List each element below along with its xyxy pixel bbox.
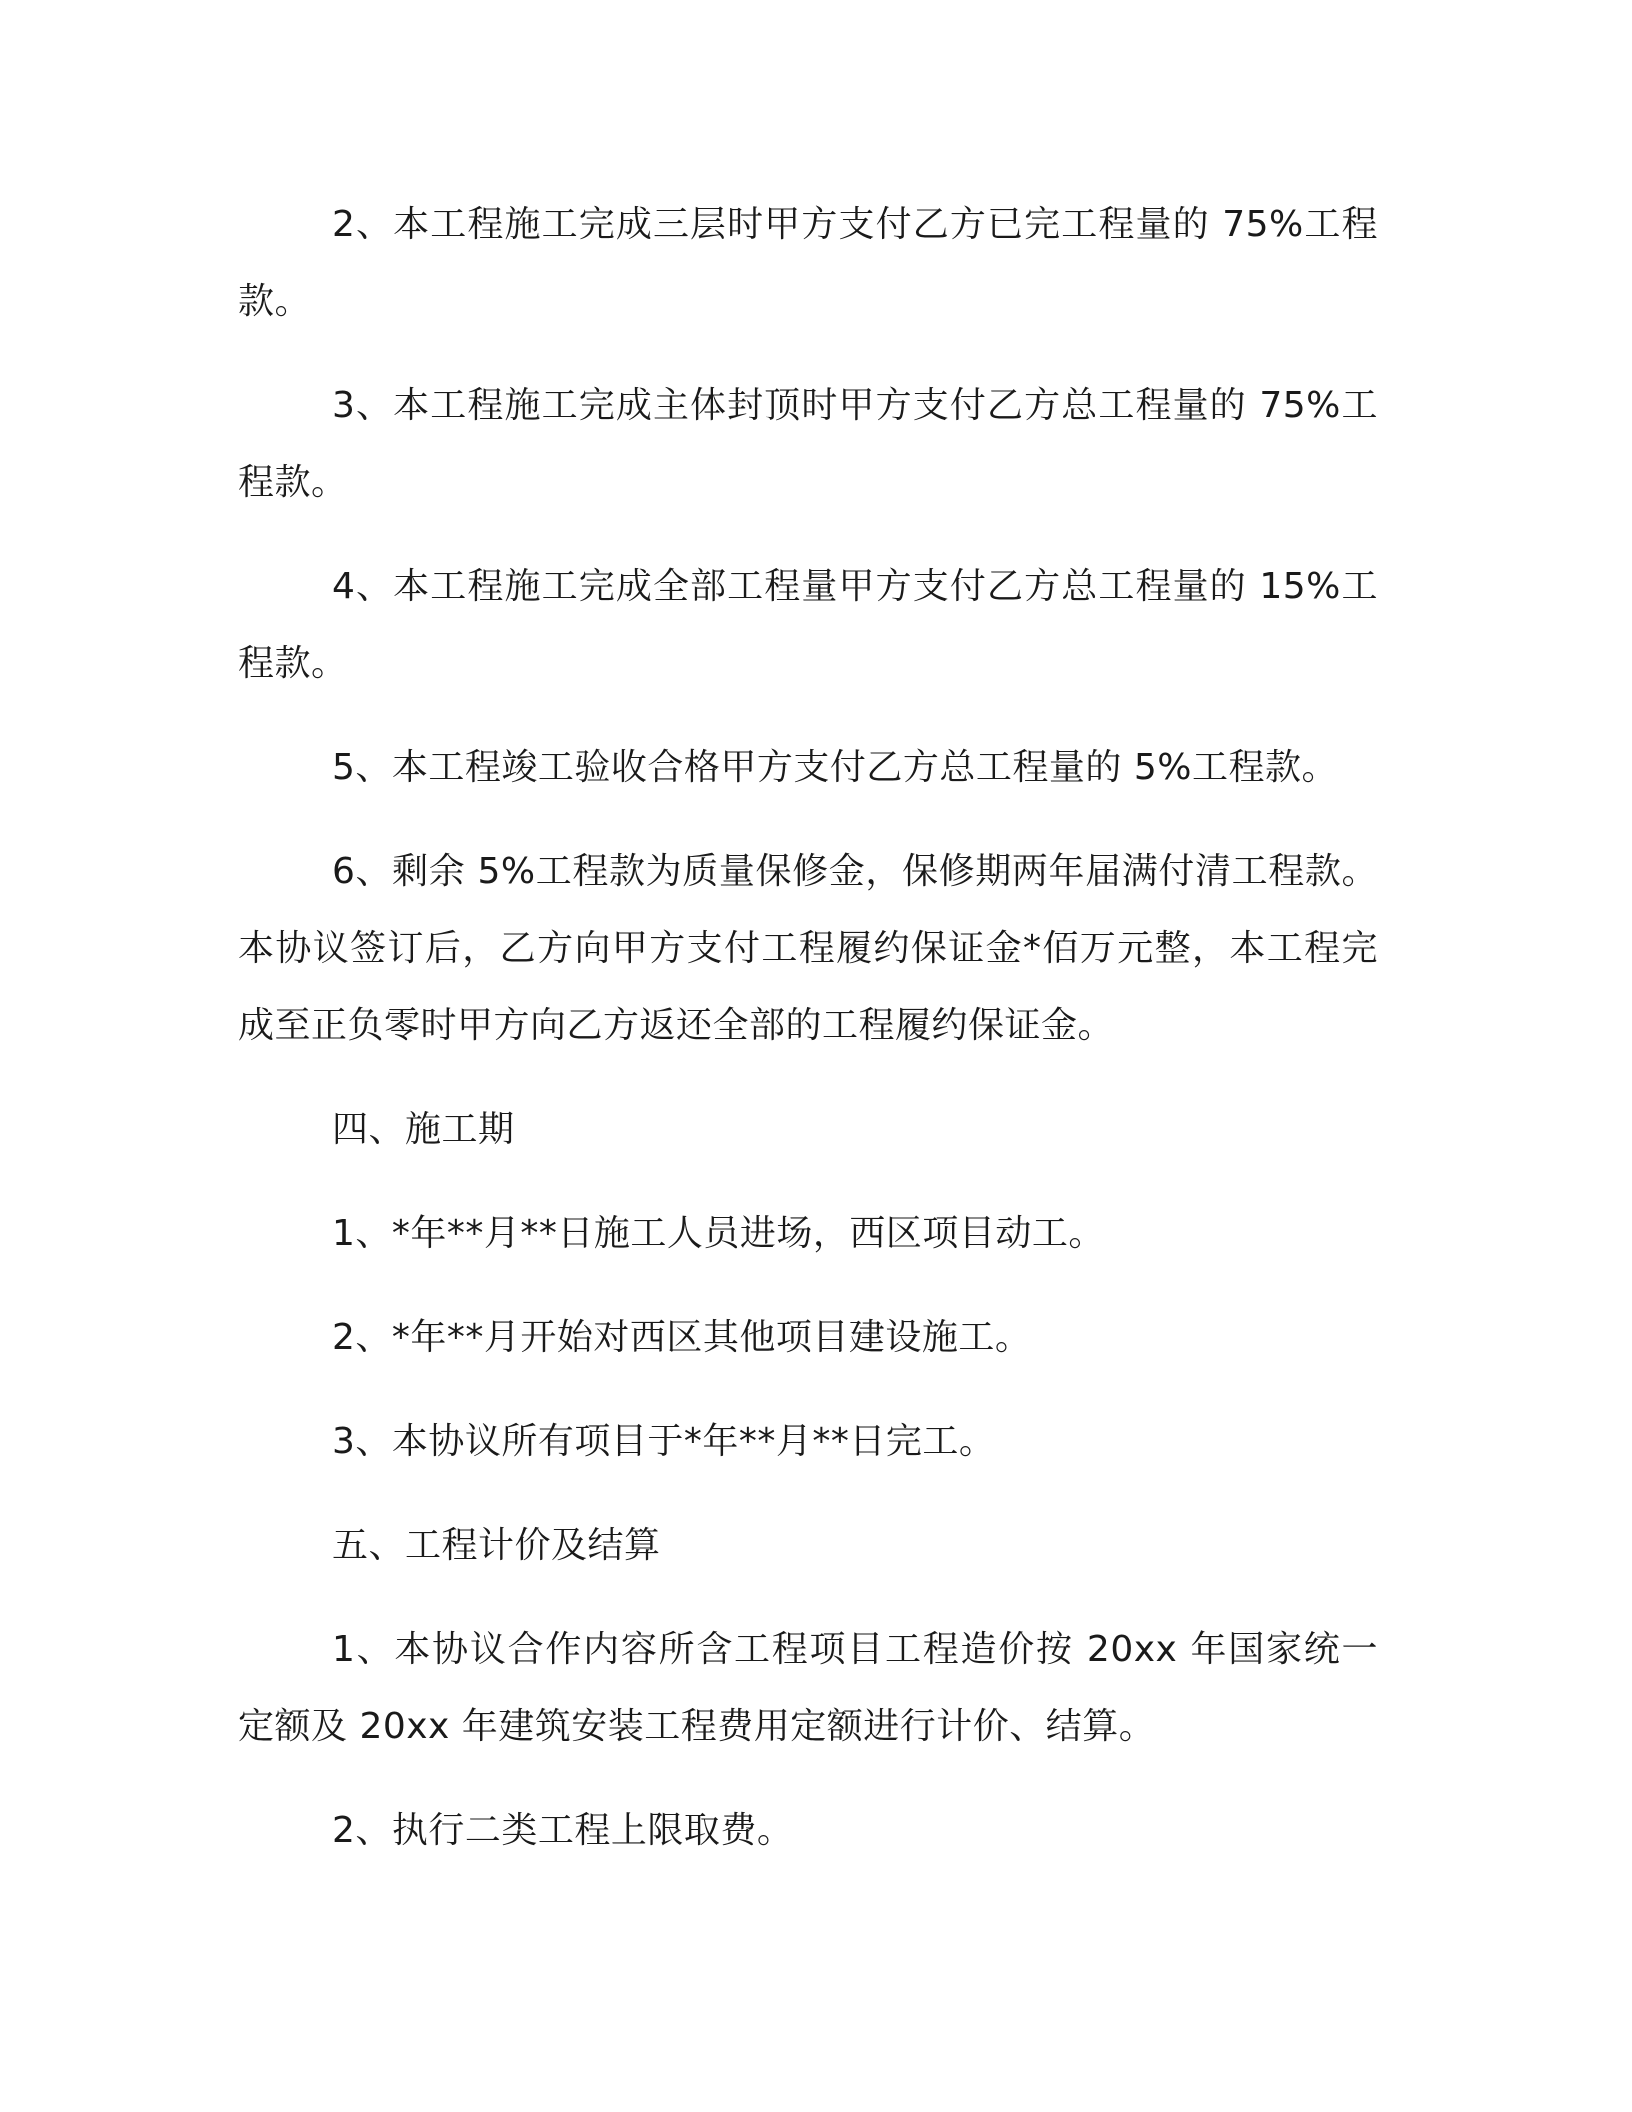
schedule-item-1: 1、*年**月**日施工人员进场，西区项目动工。 — [332, 1213, 1105, 1254]
schedule-item-2: 2、*年**月开始对西区其他项目建设施工。 — [332, 1317, 1032, 1358]
schedule-item-3: 3、本协议所有项目于*年**月**日完工。 — [332, 1421, 996, 1462]
payment-clause-5: 5、本工程竣工验收合格甲方支付乙方总工程量的 5%工程款。 — [332, 747, 1338, 788]
section-heading-construction-period: 四、施工期 — [332, 1109, 515, 1150]
pricing-item-2: 2、执行二类工程上限取费。 — [332, 1810, 794, 1851]
payment-clause-2: 2、本工程施工完成三层时甲方支付乙方已完工程量的 75%工程款。 — [238, 204, 1378, 322]
document-body — [238, 186, 1378, 1896]
payment-clause-6: 6、剩余 5%工程款为质量保修金，保修期两年届满付清工程款。本协议签订后，乙方向甲方支付工程履约保证金*佰万元整，本工程完成至正负零时甲方向乙方返还全部的工程履约保证金。 — [238, 851, 1378, 1046]
section-heading-pricing-settlement: 五、工程计价及结算 — [332, 1525, 661, 1566]
payment-clause-3: 3、本工程施工完成主体封顶时甲方支付乙方总工程量的 75%工程款。 — [238, 385, 1378, 503]
pricing-item-1: 1、本协议合作内容所含工程项目工程造价按 20xx 年国家统一定额及 20xx 年建筑安装工程费用定额进行计价、结算。 — [238, 1629, 1378, 1747]
payment-clause-4: 4、本工程施工完成全部工程量甲方支付乙方总工程量的 15%工程款。 — [238, 566, 1378, 684]
